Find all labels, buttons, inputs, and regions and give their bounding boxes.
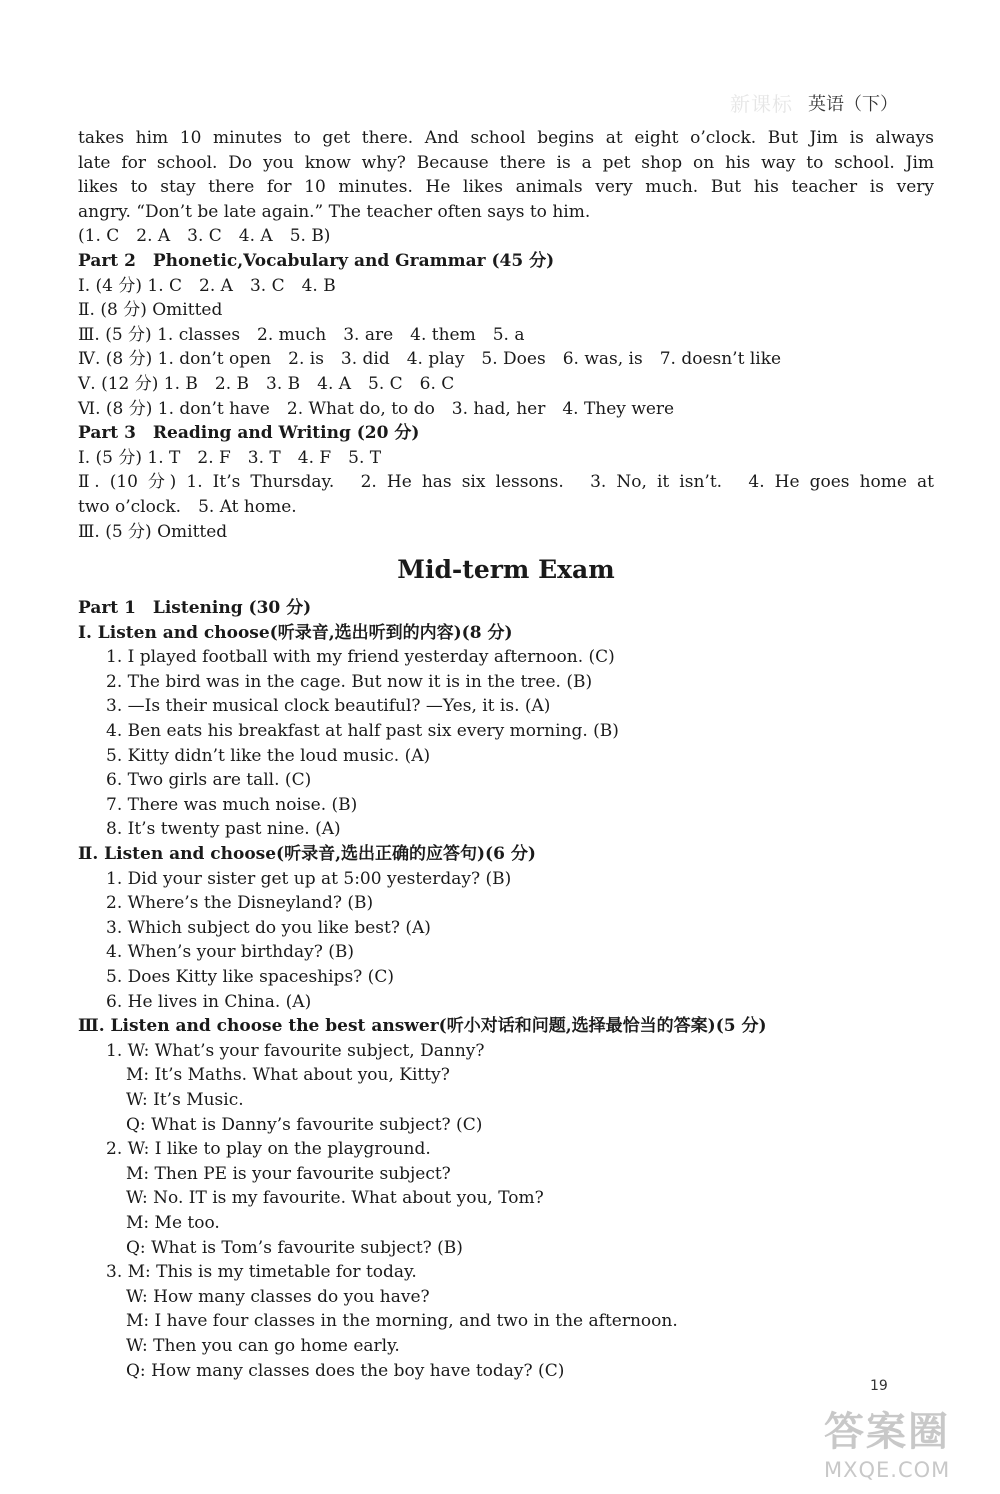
list-item: 6. He lives in China. (A) [106, 991, 312, 1012]
dialogue-line: 2. W: I like to play on the playground. [106, 1139, 431, 1160]
dialogue-line: Q: What is Tom’s favourite subject? (B) [126, 1237, 463, 1258]
answer-item: Ⅴ. (12 分) 1. B 2. B 3. B 4. A 5. C 6. C [78, 373, 455, 394]
passage-line: likes to stay there for 10 minutes. He likes animals very much. But his teacher is very [78, 177, 934, 198]
answer-item: Ⅱ. (8 分) Omitted [78, 300, 223, 321]
dialogue-line: 1. W: What’s your favourite subject, Danny? [106, 1040, 485, 1061]
list-item: 2. The bird was in the cage. But now it is in the tree. (B) [106, 671, 593, 692]
reading-passage [78, 126, 934, 249]
part1-heading: Part 1 Listening (30 分) [78, 598, 312, 619]
exam-title: Mid-term Exam [397, 555, 615, 585]
dialogue-line: M: Me too. [126, 1212, 220, 1233]
section3-heading: Ⅲ. Listen and choose the best answer(听小对话和问题,选择最恰当的答案)(5 分) [78, 1016, 767, 1037]
answer-item: Ⅲ. (5 分) Omitted [78, 521, 228, 542]
part3-heading: Part 3 Reading and Writing (20 分) [78, 423, 420, 444]
page-number: 19 [870, 1378, 888, 1394]
answer-item: two o’clock. 5. At home. [78, 496, 297, 517]
dialogue-line: M: Then PE is your favourite subject? [126, 1163, 451, 1184]
answer-item: Ⅰ. (5 分) 1. T 2. F 3. T 4. F 5. T [78, 447, 382, 468]
part2-heading: Part 2 Phonetic,Vocabulary and Grammar (45 分) [78, 250, 555, 271]
passage-line: late for school. Do you know why? Because there is a pet shop on his way to school. Jim [78, 152, 934, 173]
dialogue-line: M: I have four classes in the morning, and two in the afternoon. [126, 1311, 678, 1332]
list-item: 7. There was much noise. (B) [106, 794, 358, 815]
section1-heading: Ⅰ. Listen and choose(听录音,选出听到的内容)(8 分) [78, 622, 513, 643]
dialogue-line: W: It’s Music. [126, 1089, 244, 1110]
passage-line: angry. “Don’t be late again.” The teacher often says to him. [78, 201, 591, 222]
dialogue-line: W: No. IT is my favourite. What about you, Tom? [126, 1188, 544, 1209]
page-content [78, 126, 934, 1383]
list-item: 1. Did your sister get up at 5:00 yesterday? (B) [106, 868, 512, 889]
list-item: 5. Kitty didn’t like the loud music. (A) [106, 745, 431, 766]
dialogue-line: M: It’s Maths. What about you, Kitty? [126, 1065, 450, 1086]
watermark-logo [820, 1400, 990, 1490]
part1-section [78, 596, 934, 1383]
answer-item: Ⅳ. (8 分) 1. don’t open 2. is 3. did 4. play 5. Does 6. was, is 7. doesn’t like [78, 349, 782, 370]
list-item: 4. Ben eats his breakfast at half past six every morning. (B) [106, 721, 619, 742]
page-header [730, 84, 980, 120]
watermark-url: MXQE.COM [824, 1458, 951, 1482]
dialogue-line: 3. M: This is my timetable for today. [106, 1262, 417, 1283]
answer-item: Ⅵ. (8 分) 1. don’t have 2. What do, to do 3. had, her 4. They were [78, 398, 675, 419]
header-title: 英语（下） [808, 94, 898, 115]
header-decoration: 新课标 [730, 92, 793, 116]
list-item: 3. Which subject do you like best? (A) [106, 917, 431, 938]
dialogue-line: Q: How many classes does the boy have today? (C) [126, 1360, 565, 1381]
list-item: 3. —Is their musical clock beautiful? —Yes, it is. (A) [106, 696, 551, 717]
passage-line: takes him 10 minutes to get there. And school begins at eight o’clock. But Jim is always [78, 128, 934, 148]
dialogue-line: Q: What is Danny’s favourite subject? (C) [126, 1114, 483, 1135]
dialogue-line: W: How many classes do you have? [126, 1286, 430, 1307]
list-item: 5. Does Kitty like spaceships? (C) [106, 967, 394, 987]
answer-item: Ⅲ. (5 分) 1. classes 2. much 3. are 4. them 5. a [78, 324, 525, 345]
watermark-text: 答案圈 [824, 1409, 950, 1455]
list-item: 2. Where’s the Disneyland? (B) [106, 893, 374, 914]
part2-section [78, 249, 934, 421]
part3-section [78, 421, 934, 544]
list-item: 6. Two girls are tall. (C) [106, 770, 312, 791]
list-item: 1. I played football with my friend yesterday afternoon. (C) [106, 647, 615, 668]
list-item: 4. When’s your birthday? (B) [106, 942, 355, 963]
reading-answers: (1. C 2. A 3. C 4. A 5. B) [78, 226, 331, 247]
section2-heading: Ⅱ. Listen and choose(听录音,选出正确的应答句)(6 分) [78, 844, 536, 865]
answer-item: Ⅰ. (4 分) 1. C 2. A 3. C 4. B [78, 275, 336, 296]
answer-item: Ⅱ. (10 分) 1. It’s Thursday. 2. He has six lessons. 3. No, it isn’t. 4. He goes home at [78, 472, 934, 493]
list-item: 8. It’s twenty past nine. (A) [106, 819, 341, 840]
dialogue-line: W: Then you can go home early. [126, 1335, 400, 1356]
